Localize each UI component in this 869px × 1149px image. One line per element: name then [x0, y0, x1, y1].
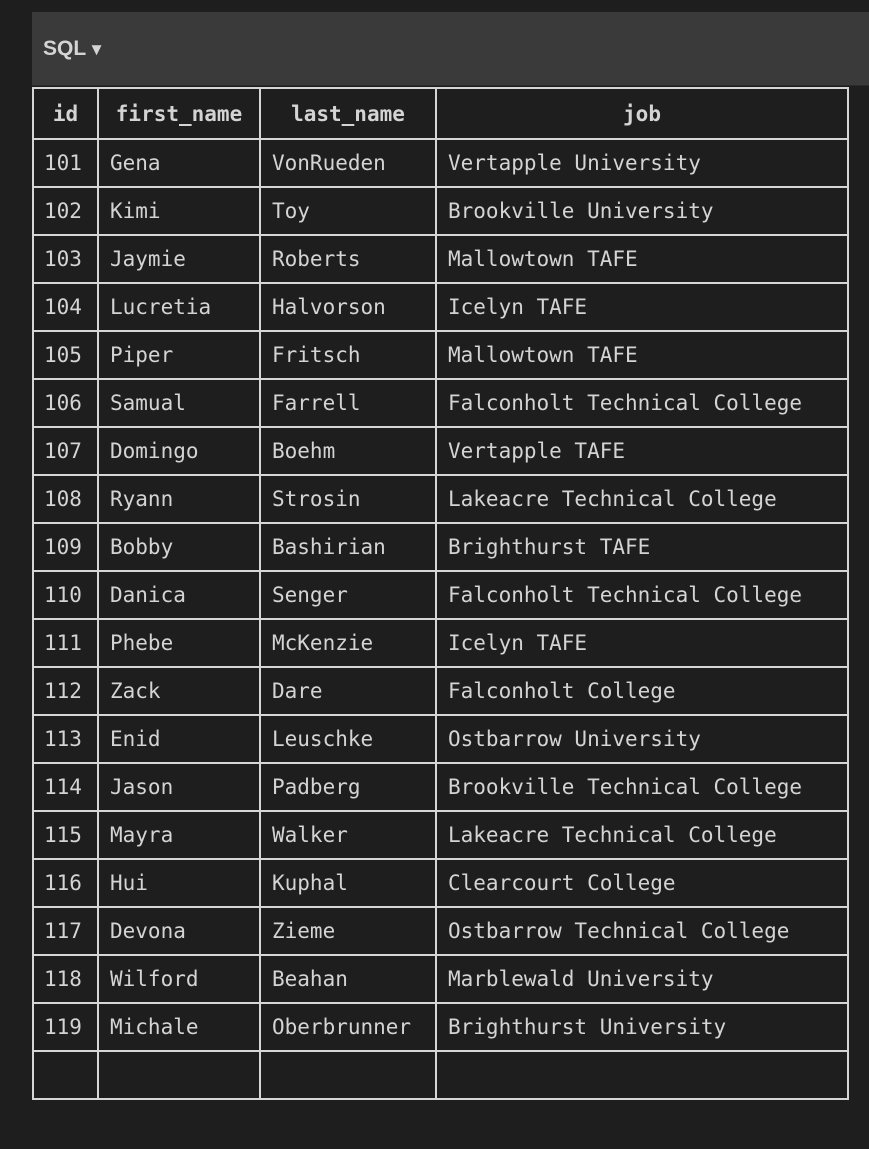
cell-job[interactable]: Vertapple TAFE [436, 427, 848, 475]
cell-job[interactable]: Falconholt Technical College [436, 379, 848, 427]
cell-first-name[interactable]: Hui [98, 859, 260, 907]
cell-id[interactable]: 107 [33, 427, 98, 475]
cell-last-name[interactable]: Zieme [260, 907, 436, 955]
language-dropdown[interactable] [43, 36, 105, 63]
cell-first-name[interactable]: Devona [98, 907, 260, 955]
cell-job[interactable]: Brookville Technical College [436, 763, 848, 811]
cell-first-name[interactable]: Jason [98, 763, 260, 811]
cell-id[interactable]: 111 [33, 619, 98, 667]
cell-first-name[interactable]: Lucretia [98, 283, 260, 331]
cell-job[interactable] [436, 1051, 848, 1099]
cell-first-name[interactable]: Phebe [98, 619, 260, 667]
table-row[interactable] [33, 571, 848, 619]
cell-first-name[interactable]: Piper [98, 331, 260, 379]
cell-first-name[interactable]: Gena [98, 139, 260, 187]
table-row[interactable] [33, 235, 848, 283]
cell-last-name[interactable]: Padberg [260, 763, 436, 811]
cell-job[interactable]: Brighthurst TAFE [436, 523, 848, 571]
cell-last-name[interactable]: Roberts [260, 235, 436, 283]
cell-id[interactable]: 101 [33, 139, 98, 187]
cell-last-name[interactable] [260, 1051, 436, 1099]
cell-job[interactable]: Marblewald University [436, 955, 848, 1003]
toolbar [32, 12, 869, 86]
table-row[interactable] [33, 139, 848, 187]
language-label: SQL [43, 37, 87, 60]
cell-id[interactable]: 113 [33, 715, 98, 763]
cell-job[interactable]: Icelyn TAFE [436, 619, 848, 667]
cell-first-name[interactable]: Domingo [98, 427, 260, 475]
table-row[interactable] [33, 1051, 848, 1099]
table-row[interactable] [33, 379, 848, 427]
cell-id[interactable]: 114 [33, 763, 98, 811]
column-header-first-name[interactable]: first_name [98, 88, 260, 139]
cell-id[interactable]: 104 [33, 283, 98, 331]
cell-id[interactable]: 115 [33, 811, 98, 859]
cell-job[interactable]: Brighthurst University [436, 1003, 848, 1051]
table-row[interactable] [33, 955, 848, 1003]
cell-job[interactable]: Icelyn TAFE [436, 283, 848, 331]
cell-job[interactable]: Falconholt College [436, 667, 848, 715]
table-row[interactable] [33, 667, 848, 715]
cell-first-name[interactable]: Bobby [98, 523, 260, 571]
cell-id[interactable]: 110 [33, 571, 98, 619]
cell-last-name[interactable]: Leuschke [260, 715, 436, 763]
cell-job[interactable]: Clearcourt College [436, 859, 848, 907]
cell-last-name[interactable]: Beahan [260, 955, 436, 1003]
cell-last-name[interactable]: Toy [260, 187, 436, 235]
column-header-id[interactable]: id [33, 88, 98, 139]
cell-first-name[interactable] [98, 1051, 260, 1099]
cell-id[interactable]: 102 [33, 187, 98, 235]
cell-first-name[interactable]: Enid [98, 715, 260, 763]
cell-id[interactable]: 105 [33, 331, 98, 379]
cell-id[interactable]: 116 [33, 859, 98, 907]
cell-first-name[interactable]: Ryann [98, 475, 260, 523]
cell-last-name[interactable]: Dare [260, 667, 436, 715]
cell-first-name[interactable]: Jaymie [98, 235, 260, 283]
cell-first-name[interactable]: Mayra [98, 811, 260, 859]
table-row[interactable] [33, 475, 848, 523]
cell-last-name[interactable]: Bashirian [260, 523, 436, 571]
cell-last-name[interactable]: Kuphal [260, 859, 436, 907]
cell-id[interactable]: 112 [33, 667, 98, 715]
table-row[interactable] [33, 187, 848, 235]
column-header-last-name[interactable]: last_name [260, 88, 436, 139]
table-row[interactable] [33, 715, 848, 763]
cell-last-name[interactable]: Farrell [260, 379, 436, 427]
cell-job[interactable]: Mallowtown TAFE [436, 235, 848, 283]
cell-id[interactable] [33, 1051, 98, 1099]
cell-job[interactable]: Ostbarrow University [436, 715, 848, 763]
cell-id[interactable]: 106 [33, 379, 98, 427]
cell-first-name[interactable]: Kimi [98, 187, 260, 235]
cell-id[interactable]: 103 [33, 235, 98, 283]
cell-first-name[interactable]: Zack [98, 667, 260, 715]
column-header-job[interactable]: job [436, 88, 848, 139]
cell-first-name[interactable]: Danica [98, 571, 260, 619]
cell-first-name[interactable]: Samual [98, 379, 260, 427]
table-row[interactable] [33, 859, 848, 907]
table-row[interactable] [33, 619, 848, 667]
table-row[interactable] [33, 283, 848, 331]
cell-job[interactable]: Brookville University [436, 187, 848, 235]
cell-job[interactable]: Ostbarrow Technical College [436, 907, 848, 955]
query-results-panel [32, 12, 869, 1149]
cell-last-name[interactable]: Walker [260, 811, 436, 859]
cell-last-name[interactable]: Strosin [260, 475, 436, 523]
table-row[interactable] [33, 811, 848, 859]
cell-last-name[interactable]: Boehm [260, 427, 436, 475]
cell-id[interactable]: 118 [33, 955, 98, 1003]
results-table [32, 87, 849, 1100]
cell-job[interactable]: Falconholt Technical College [436, 571, 848, 619]
header-row [33, 88, 848, 139]
table-row[interactable] [33, 427, 848, 475]
cell-last-name[interactable]: Halvorson [260, 283, 436, 331]
cell-first-name[interactable]: Wilford [98, 955, 260, 1003]
cell-job[interactable]: Mallowtown TAFE [436, 331, 848, 379]
cell-first-name[interactable]: Michale [98, 1003, 260, 1051]
cell-job[interactable]: Vertapple University [436, 139, 848, 187]
caret-down-icon: ▼ [88, 40, 105, 59]
table-row[interactable] [33, 907, 848, 955]
cell-last-name[interactable]: VonRueden [260, 139, 436, 187]
table-row[interactable] [33, 763, 848, 811]
cell-job[interactable]: Lakeacre Technical College [436, 475, 848, 523]
cell-last-name[interactable]: Senger [260, 571, 436, 619]
cell-id[interactable]: 108 [33, 475, 98, 523]
cell-last-name[interactable]: Fritsch [260, 331, 436, 379]
cell-id[interactable]: 109 [33, 523, 98, 571]
cell-last-name[interactable]: Oberbrunner [260, 1003, 436, 1051]
table-row[interactable] [33, 1003, 848, 1051]
cell-id[interactable]: 119 [33, 1003, 98, 1051]
cell-last-name[interactable]: McKenzie [260, 619, 436, 667]
cell-job[interactable]: Lakeacre Technical College [436, 811, 848, 859]
table-row[interactable] [33, 331, 848, 379]
table-row[interactable] [33, 523, 848, 571]
cell-id[interactable]: 117 [33, 907, 98, 955]
